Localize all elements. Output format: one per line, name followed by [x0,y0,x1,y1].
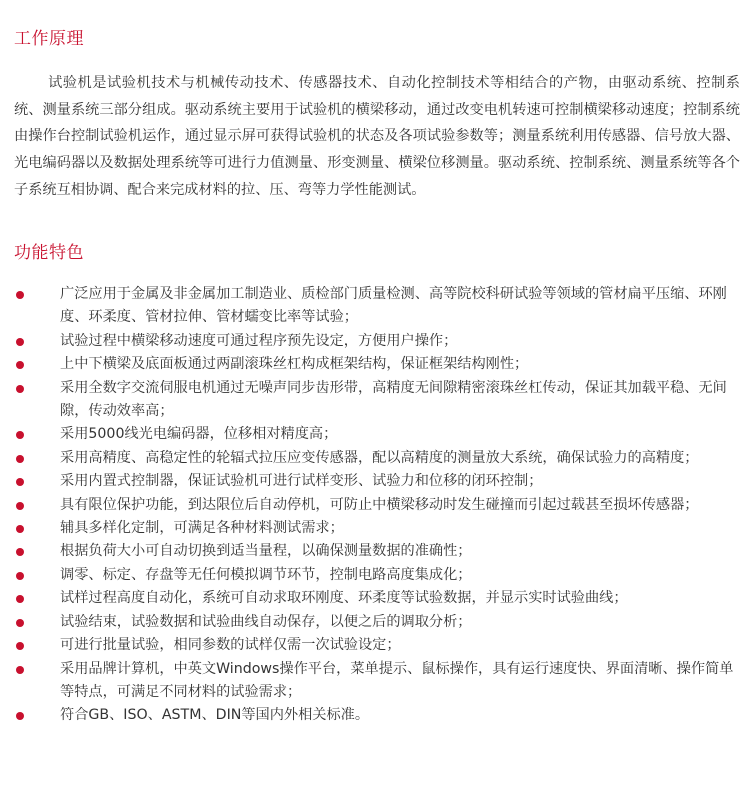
feature-text: 采用内置式控制器，保证试验机可进行试样变形、试验力和位移的闭环控制； [60,473,543,490]
feature-text: 上中下横梁及底面板通过两副滚珠丝杠构成框架结构，保证框架结构刚性； [60,356,529,373]
bullet-dot-icon [16,642,24,650]
feature-item [0,517,750,540]
feature-item [0,423,750,446]
feature-item [0,283,750,330]
features-section-title: 功能特色 [14,243,84,263]
bullet-dot-icon [16,666,24,674]
feature-text: 采用品牌计算机，中英文Windows操作平台，菜单提示、鼠标操作，具有运行速度快、界面清晰、操作简单等特点，可满足不同材料的试验需求； [60,660,734,700]
feature-text: 采用高精度、高稳定性的轮辐式拉压应变传感器，配以高精度的测量放大系统，确保试验力的高精度； [60,449,699,466]
bullet-dot-icon [16,525,24,533]
feature-text: 试验过程中横梁移动速度可通过程序预先设定，方便用户操作； [60,332,458,349]
feature-text: 采用5000线光电编码器，位移相对精度高； [60,426,338,443]
principle-section-title: 工作原理 [14,29,84,49]
feature-item [0,377,750,424]
bullet-dot-icon [16,455,24,463]
feature-item [0,634,750,657]
bullet-dot-icon [16,478,24,486]
bullet-dot-icon [16,502,24,510]
feature-text: 广泛应用于金属及非金属加工制造业、质检部门质量检测、高等院校科研试验等领域的管材扁平压缩、环刚度、环柔度、管材拉伸、管材蠕变比率等试验； [60,286,727,326]
feature-item [0,494,750,517]
feature-item [0,330,750,353]
feature-text: 具有限位保护功能，到达限位后自动停机，可防止中横梁移动时发生碰撞而引起过载甚至损坏传感器； [60,496,699,513]
feature-text: 采用全数字交流伺服电机通过无噪声同步齿形带，高精度无间隙精密滚珠丝杠传动，保证其加载平稳、无间隙，传动效率高； [60,379,727,420]
bullet-dot-icon [16,361,24,369]
feature-text: 辅具多样化定制，可满足各种材料测试需求； [60,520,344,537]
principle-paragraph: 试验机是试验机技术与机械传动技术、传感器技术、自动化控制技术等相结合的产物，由驱动系统、控制系统、测量系统三部分组成。驱动系统主要用于试验机的横梁移动，通过改变电机转速可控制横梁移动速度；控制系统由操作台控制试验机运作，通过显示屏可获得试验机的状态及各项试验参数等；测量系统利用传感器、信号放大器、光电编码器以及数据处理系统等可进行力值测量、形变测量、横梁位移测量。驱动系统、控制系统、测量系统等各个子系统互相协调、配合来完成材料的拉、压、弯等力学性能测试。 [14,75,740,198]
bullet-dot-icon [16,291,24,299]
feature-item [0,611,750,634]
bullet-dot-icon [16,548,24,556]
feature-item [0,540,750,563]
bullet-dot-icon [16,338,24,346]
bullet-dot-icon [16,431,24,439]
feature-item [0,704,750,727]
feature-text: 调零、标定、存盘等无任何模拟调节环节，控制电路高度集成化； [60,566,472,583]
feature-item [0,353,750,376]
features-list [0,283,750,728]
feature-item [0,587,750,610]
feature-text: 可进行批量试验，相同参数的试样仅需一次试验设定； [60,637,401,654]
bullet-dot-icon [16,712,24,720]
bullet-dot-icon [16,572,24,580]
feature-text: 符合GB、ISO、ASTM、DIN等国内外相关标准。 [60,707,370,724]
bullet-dot-icon [16,619,24,627]
feature-item [0,470,750,493]
bullet-dot-icon [16,595,24,603]
feature-item [0,658,750,705]
feature-text: 试样过程高度自动化，系统可自动求取环刚度、环柔度等试验数据，并显示实时试验曲线； [60,590,628,607]
bullet-dot-icon [16,385,24,393]
feature-text: 根据负荷大小可自动切换到适当量程，以确保测量数据的准确性； [60,543,472,560]
feature-item [0,564,750,587]
feature-item [0,447,750,470]
feature-text: 试验结束，试验数据和试验曲线自动保存，以便之后的调取分析； [60,613,472,630]
